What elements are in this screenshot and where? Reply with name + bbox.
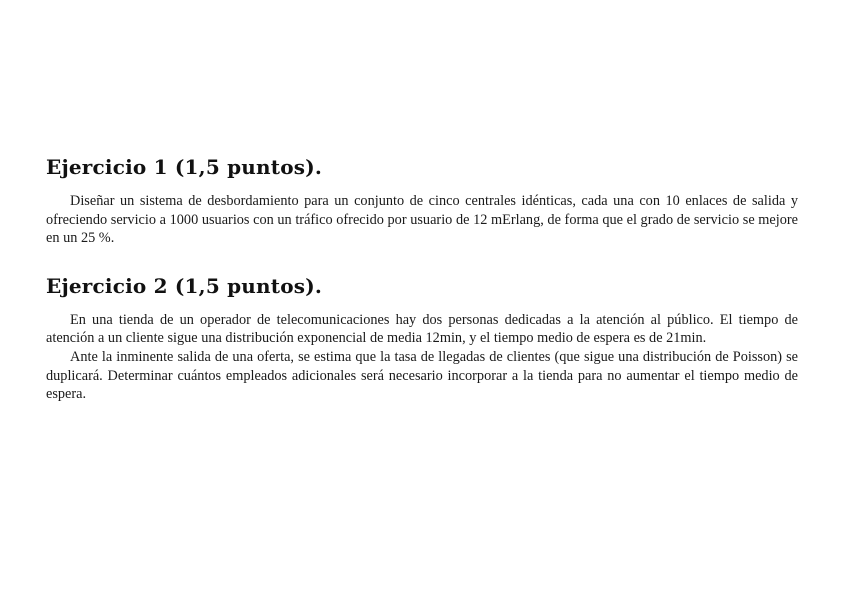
- exercise-2-paragraph-1: En una tienda de un operador de telecomunicaciones hay dos personas dedicadas a la atención al público. El tiempo de atención a un cliente sigue una distribución exponencial de media 12min, y el tiempo medio de espera es de 21min.: [46, 311, 798, 347]
- exercise-2-title: Ejercicio 2 (1,5 puntos).: [46, 273, 323, 298]
- exercise-1-paragraph-1: Diseñar un sistema de desbordamiento para un conjunto de cinco centrales idénticas, cada una con 10 enlaces de salida y ofreciendo servicio a 1000 usuarios con un tráfico ofrecido por usuario de 12 mErlang, de forma que el grado de servicio se mejore en un 25 %.: [46, 193, 798, 247]
- exercise-1-title: Ejercicio 1 (1,5 puntos).: [46, 155, 323, 179]
- exercise-1: [46, 154, 798, 248]
- document-content: [46, 154, 798, 404]
- exercise-2-paragraph-2: Ante la inminente salida de una oferta, se estima que la tasa de llegadas de clientes (que sigue una distribución de Poisson) se duplicará. Determinar cuántos empleados adicionales será necesario incorporar a la tienda para no aumentar el tiempo medio de espera.: [46, 348, 798, 403]
- exercise-2: [46, 273, 798, 404]
